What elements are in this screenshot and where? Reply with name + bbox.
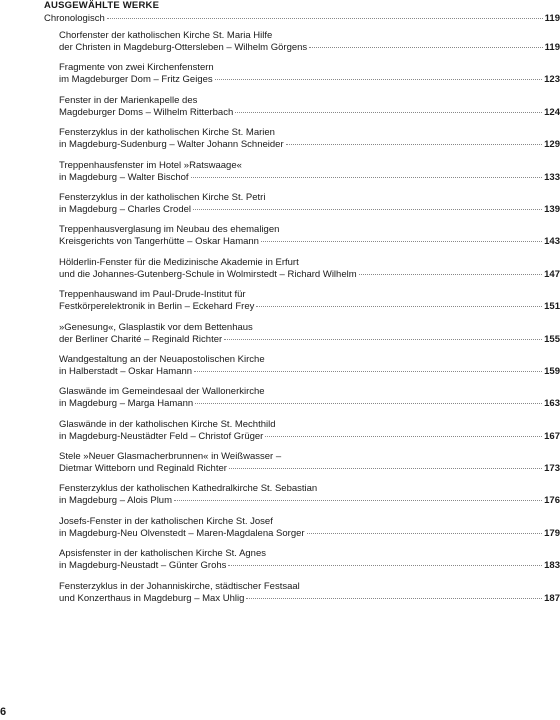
toc-entry[interactable]: [59, 548, 560, 580]
toc-entry-page: 151: [544, 301, 560, 313]
dot-leader: [195, 403, 542, 404]
dot-leader: [246, 598, 542, 599]
toc-entry[interactable]: [59, 160, 560, 192]
toc-entry[interactable]: [59, 483, 560, 515]
dot-leader: [107, 18, 543, 19]
toc-entry[interactable]: [59, 30, 560, 62]
toc-entry-title-line2: in Magdeburg-Neustadt – Günter Grohs: [59, 560, 227, 572]
toc-entry[interactable]: [59, 224, 560, 256]
toc-entry-title-line2: in Magdeburg – Walter Bischof: [59, 171, 189, 183]
toc-entry[interactable]: [59, 386, 560, 418]
toc-entry[interactable]: [59, 451, 560, 483]
toc-entry[interactable]: [59, 192, 560, 224]
toc-entry-line2: [59, 528, 560, 540]
toc-entry[interactable]: [59, 419, 560, 451]
toc-entry-title-line2: der Berliner Charité – Reginald Richter: [59, 333, 223, 345]
toc-entry-title-line2: in Magdeburg – Marga Hamann: [59, 398, 194, 410]
toc-entry-title-line1: Fensterzyklus in der katholischen Kirche St. Petri: [59, 191, 266, 203]
toc-entry-title-line1: Fensterzyklus in der Johanniskirche, städtischer Festsaal: [59, 580, 300, 592]
toc-entry[interactable]: [59, 289, 560, 321]
toc-entry-line2: [59, 334, 560, 346]
toc-entry[interactable]: [59, 354, 560, 386]
toc-entry-line2: [59, 269, 560, 281]
toc-entry-title-line1: Hölderlin-Fenster für die Medizinische Akademie in Erfurt: [59, 256, 299, 268]
toc-entry[interactable]: [59, 516, 560, 548]
dot-leader: [191, 177, 543, 178]
toc-entry-page: 176: [544, 495, 560, 507]
toc-entry-title-line2: im Magdeburger Dom – Fritz Geiges: [59, 74, 213, 86]
toc-entry-page: 133: [544, 171, 560, 183]
subheading-title: Chronologisch: [44, 13, 105, 24]
dot-leader: [261, 241, 542, 242]
toc-entry-title-line2: und Konzerthaus in Magdeburg – Max Uhlig: [59, 592, 245, 604]
toc-entry-title-line2: in Magdeburg-Neu Olvenstedt – Maren-Magdalena Sorger: [59, 527, 305, 539]
toc-entry-page: 163: [544, 398, 560, 410]
toc-entry-title-line1: Glaswände im Gemeindesaal der Wallonerkirche: [59, 386, 265, 398]
toc-entry[interactable]: [59, 257, 560, 289]
toc-entry-title-line1: Fenster in der Marienkapelle des: [59, 94, 198, 106]
toc-entry-line2: [59, 139, 560, 151]
toc-entry[interactable]: [59, 62, 560, 94]
toc-entry-title-line2: in Magdeburg – Charles Crodel: [59, 203, 192, 215]
toc-entry-line2: [59, 107, 560, 119]
toc-entry-line2: [59, 463, 560, 475]
toc-entry-page: 155: [544, 333, 560, 345]
toc-entry[interactable]: [59, 127, 560, 159]
dot-leader: [224, 339, 542, 340]
toc-entry-title-line1: »Genesung«, Glasplastik vor dem Bettenhaus: [59, 321, 253, 333]
toc-entry-line2: [59, 236, 560, 248]
toc-entry-title-line2: und die Johannes-Gutenberg-Schule in Wolmirstedt – Richard Wilhelm: [59, 268, 357, 280]
dot-leader: [174, 500, 542, 501]
dot-leader: [193, 209, 542, 210]
toc-entry-title-line1: Apsisfenster in der katholischen Kirche St. Agnes: [59, 548, 267, 560]
toc-entry-line2: [59, 366, 560, 378]
dot-leader: [215, 79, 543, 80]
toc-entry-line2: [59, 560, 560, 572]
dot-leader: [265, 436, 542, 437]
toc-entry-title-line2: in Halberstadt – Oskar Hamann: [59, 365, 193, 377]
dot-leader: [309, 47, 543, 48]
toc-entry-line2: [59, 74, 560, 86]
toc-entry-title-line2: in Magdeburg-Sudenburg – Walter Johann Schneider: [59, 139, 284, 151]
dot-leader: [235, 112, 542, 113]
toc-entry-title-line1: Fensterzyklus der katholischen Kathedralkirche St. Sebastian: [59, 483, 318, 495]
toc-entry-title-line1: Fragmente von zwei Kirchenfenstern: [59, 62, 214, 74]
section-title: AUSGEWÄHLTE WERKE: [44, 0, 160, 11]
dot-leader: [194, 371, 542, 372]
subheading-page: 119: [544, 13, 560, 24]
toc-entry-title-line1: Chorfenster der katholischen Kirche St. Maria Hilfe: [59, 30, 273, 41]
toc-entry-title-line1: Wandgestaltung an der Neuapostolischen Kirche: [59, 353, 265, 365]
toc-entry-page: 123: [544, 74, 560, 86]
toc-entry-page: 187: [544, 592, 560, 604]
toc-entry-title-line2: Dietmar Witteborn und Reginald Richter: [59, 463, 227, 475]
toc-entry-page: 173: [544, 463, 560, 475]
toc-entry[interactable]: [59, 95, 560, 127]
toc-entry-title-line1: Treppenhausfenster im Hotel »Ratswaage«: [59, 159, 242, 171]
toc-entry-title-line2: Magdeburger Doms – Wilhelm Ritterbach: [59, 106, 234, 118]
toc-entries: [59, 30, 560, 613]
toc-entry-title-line1: Treppenhausverglasung im Neubau des ehemaligen: [59, 224, 280, 236]
toc-entry-page: 159: [544, 365, 560, 377]
toc-entry-line2: [59, 398, 560, 410]
toc-entry-title-line1: Stele »Neuer Glasmacherbrunnen« in Weißwasser –: [59, 451, 282, 463]
toc-entry-line2: [59, 204, 560, 216]
dot-leader: [286, 144, 543, 145]
toc-entry-title-line2: der Christen in Magdeburg-Ottersleben – Wilhelm Görgens: [59, 42, 308, 53]
toc-entry-page: 124: [544, 106, 560, 118]
toc-entry-title-line2: in Magdeburg-Neustädter Feld – Christof Grüger: [59, 430, 264, 442]
dot-leader: [228, 565, 542, 566]
toc-entry-line2: [59, 42, 560, 54]
toc-entry[interactable]: [59, 322, 560, 354]
toc-entry-title-line1: Josefs-Fenster in der katholischen Kirche St. Josef: [59, 515, 273, 527]
toc-entry-line2: [59, 172, 560, 184]
toc-entry-page: 183: [544, 560, 560, 572]
toc-entry[interactable]: [59, 581, 560, 613]
toc-entry-title-line1: Fensterzyklus in der katholischen Kirche St. Marien: [59, 127, 275, 139]
toc-entry-line2: [59, 495, 560, 507]
dot-leader: [229, 468, 542, 469]
page-number: 6: [0, 706, 7, 718]
toc-entry-title-line1: Treppenhauswand im Paul-Drude-Institut für: [59, 289, 246, 301]
toc-entry-line2: [59, 431, 560, 443]
dot-leader: [359, 274, 543, 275]
toc-entry-page: 129: [544, 139, 560, 151]
toc-entry-line2: [59, 301, 560, 313]
toc-entry-line2: [59, 593, 560, 605]
toc-entry-title-line2: Festkörperelektronik in Berlin – Eckehard Frey: [59, 301, 255, 313]
toc-entry-page: 119: [544, 42, 560, 53]
dot-leader: [307, 533, 543, 534]
toc-entry-title-line2: in Magdeburg – Alois Plum: [59, 495, 173, 507]
toc-subheading[interactable]: [44, 13, 560, 25]
toc-entry-page: 147: [544, 268, 560, 280]
toc-entry-page: 139: [544, 203, 560, 215]
toc-entry-page: 167: [544, 430, 560, 442]
dot-leader: [256, 306, 542, 307]
toc-entry-page: 179: [544, 527, 560, 539]
toc-entry-title-line1: Glaswände in der katholischen Kirche St. Mechthild: [59, 418, 276, 430]
toc-entry-title-line2: Kreisgerichts von Tangerhütte – Oskar Hamann: [59, 236, 259, 248]
toc-entry-page: 143: [544, 236, 560, 248]
